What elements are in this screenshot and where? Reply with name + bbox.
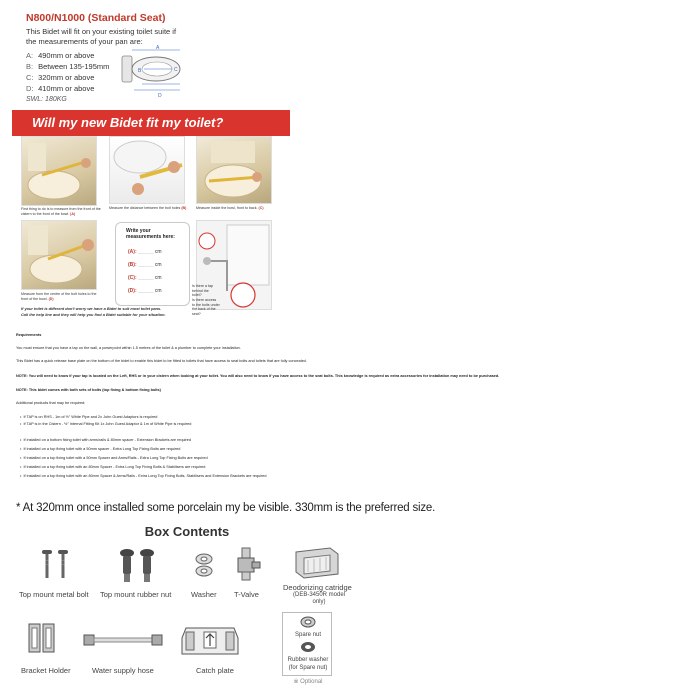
spec-value: 410mm or above xyxy=(38,84,95,93)
optional-label: ※ Optional xyxy=(293,679,323,685)
req-list2-item: • If installed on a bottom fixing toilet with arms/rails & 80mm spacer - Extension Brackets are required xyxy=(20,438,192,442)
item-label-cartridge: Deodorizing catridge xyxy=(283,583,352,592)
requirements-p2: This Bidet has a quick release base plate on the bottom of the bidet to enable this bidet to be fitted to toilets that have access to seat bolts and toilets that are fully concealed. xyxy=(16,359,307,363)
diagram-label-b: B xyxy=(138,68,142,74)
card-row-d: (D): ______ cm xyxy=(128,288,162,294)
req-list2-item: • If installed on a top fixing toilet with a 50mm spacer - Extra Long Top Fixing Bolts are required xyxy=(20,447,181,451)
deodorizing-cartridge-icon xyxy=(292,544,342,580)
rubber-washer-icon xyxy=(300,641,316,653)
req-list2-item: • If installed on a top fixing toilet with an 80mm Spacer & Arms/Rails - Extra Long Top Fixing Bolts, Stabilisers and Extension Brackets are required xyxy=(20,474,267,478)
measurements-card xyxy=(115,222,190,306)
spec-item-b xyxy=(26,62,109,72)
item-label-water-hose: Water supply hose xyxy=(92,666,154,675)
spec-item-d xyxy=(26,84,94,94)
box-contents-title: Box Contents xyxy=(144,524,230,539)
item-sub-cartridge: (DEB-3450R model only) xyxy=(292,592,346,605)
caption-b: Measure the distance between the bolt holes (B) xyxy=(109,206,187,210)
caption-a: First thing to do is to measure from the front of the cistern to the front of the bowl. (A) xyxy=(21,207,101,216)
photo-measure-cistern xyxy=(21,136,97,206)
item-label-catch-plate: Catch plate xyxy=(196,666,234,675)
side-note-tap: Is there a tap behind the toilet? xyxy=(192,284,213,298)
spare-nut-icon xyxy=(299,616,317,628)
item-label-bracket-holder: Bracket Holder xyxy=(21,666,71,675)
card-title-2: measurements here: xyxy=(126,234,175,240)
guide-heading: Will my new Bidet fit my toilet? xyxy=(32,115,224,130)
rubber-nut-icon xyxy=(117,548,157,584)
fit-guide-panel xyxy=(12,110,290,324)
requirements-p3: NOTE: You will need to know if your tap is located on the Left, RHS or in your cistern when looking at your toilet. You will also need to know if you have access to the seat bolts. This knowledge is required as extra accessories for installation may need to be purchased. xyxy=(16,374,500,378)
requirements-p1: You must ensure that you have a tap on the wall, a powerpoint within 1.5 metres of the toilet & a plumber to complete your installation. xyxy=(16,346,241,350)
item-label-rubber-washer: Rubber washer xyxy=(287,657,329,663)
requirements-p4: NOTE: This bidet comes with both sets of bolts (top fixing & bottom fixing bolts) xyxy=(16,388,161,392)
installation-note: * At 320mm once installed some porcelain my be visible. 330mm is the preferred size. xyxy=(16,502,436,514)
req-list2-item: • If installed on a top fixing toilet with an 80mm Spacer - Extra Long Top Fixing Bolts & Stabilisers are required xyxy=(20,465,206,469)
item-label-spare-nut: Spare nut xyxy=(294,632,322,638)
water-hose-icon xyxy=(82,628,164,652)
card-row-a: (A): ______ cm xyxy=(128,249,162,255)
spec-key: B: xyxy=(26,62,34,71)
washer-icon xyxy=(192,552,216,578)
seat-dimension-diagram xyxy=(120,44,190,100)
photo-measure-bowl xyxy=(196,136,272,204)
t-valve-icon xyxy=(232,546,262,582)
diagram-label-a: A xyxy=(156,45,160,51)
caption-c: Measure inside the bowl, front to back. (C) xyxy=(196,206,264,210)
diagram-label-c: C xyxy=(174,67,178,73)
requirements-title: Requirements xyxy=(16,333,42,337)
spec-title: N800/N1000 (Standard Seat) xyxy=(26,12,166,24)
spec-intro-2: the measurements of your pan are: xyxy=(26,37,143,46)
spec-value: 320mm or above xyxy=(38,73,95,82)
photo-measure-bolt-holes xyxy=(109,136,185,204)
req-list2-item: • If installed on a top fixing toilet with a 50mm Spacer and Arms/Rails - Extra Long Top Fixing Bolts are required xyxy=(20,456,208,460)
req-list1-item: • If TAP is on RHS - 1m of ½" White Pipe and 2x John Guest Adaptors is required xyxy=(20,415,158,419)
photo-measure-centre xyxy=(21,220,97,290)
optional-parts-box xyxy=(282,612,332,676)
spec-intro-1: This Bidet will fit on your existing toilet suite if xyxy=(26,27,177,36)
spec-value: 490mm or above xyxy=(38,51,95,60)
guide-footer-1: If your toilet is different don't worry we have a Bidet to suit most toilet pans. xyxy=(21,306,162,311)
guide-header xyxy=(12,110,290,136)
requirements-p5: Additional products that may be required: xyxy=(16,401,86,405)
req-list1-item: • If TAP is in the Cistern - ½" Internal Fitting Kit 1x John Guest Adaptor & 1m of White Pipe is required xyxy=(20,422,192,426)
spec-swl: SWL: 180KG xyxy=(26,96,67,103)
side-note-bolts: Is there access to the bolts under the back of the seat? xyxy=(192,298,220,316)
spec-value: Between 135-195mm xyxy=(38,62,110,71)
spec-item-c xyxy=(26,73,94,83)
card-title-1: Write your xyxy=(126,228,151,234)
metal-bolt-icon xyxy=(38,548,74,582)
catch-plate-icon xyxy=(180,624,240,658)
guide-footer-2: Call the help line and they will help you find a Bidet suitable for your situation. xyxy=(21,312,166,317)
card-row-c: (C): ______ cm xyxy=(128,275,162,281)
card-row-b: (B): ______ cm xyxy=(128,262,162,268)
bracket-holder-icon xyxy=(27,620,57,656)
spec-key: A: xyxy=(26,51,34,60)
spec-key: C: xyxy=(26,73,34,82)
spec-key: D: xyxy=(26,84,34,93)
item-label-metal-bolt: Top mount metal bolt xyxy=(19,590,89,599)
item-label-washer: Washer xyxy=(191,590,217,599)
diagram-label-d: D xyxy=(158,93,162,99)
item-label-rubber-nut: Top mount rubber nut xyxy=(100,590,172,599)
spec-item-a xyxy=(26,51,94,61)
caption-d: Measure from the centre of the bolt holes to the front of the bowl. (D) xyxy=(21,292,97,301)
item-label-t-valve: T-Valve xyxy=(234,590,259,599)
item-sub-rubber-washer: (for Spare nut) xyxy=(288,665,328,671)
